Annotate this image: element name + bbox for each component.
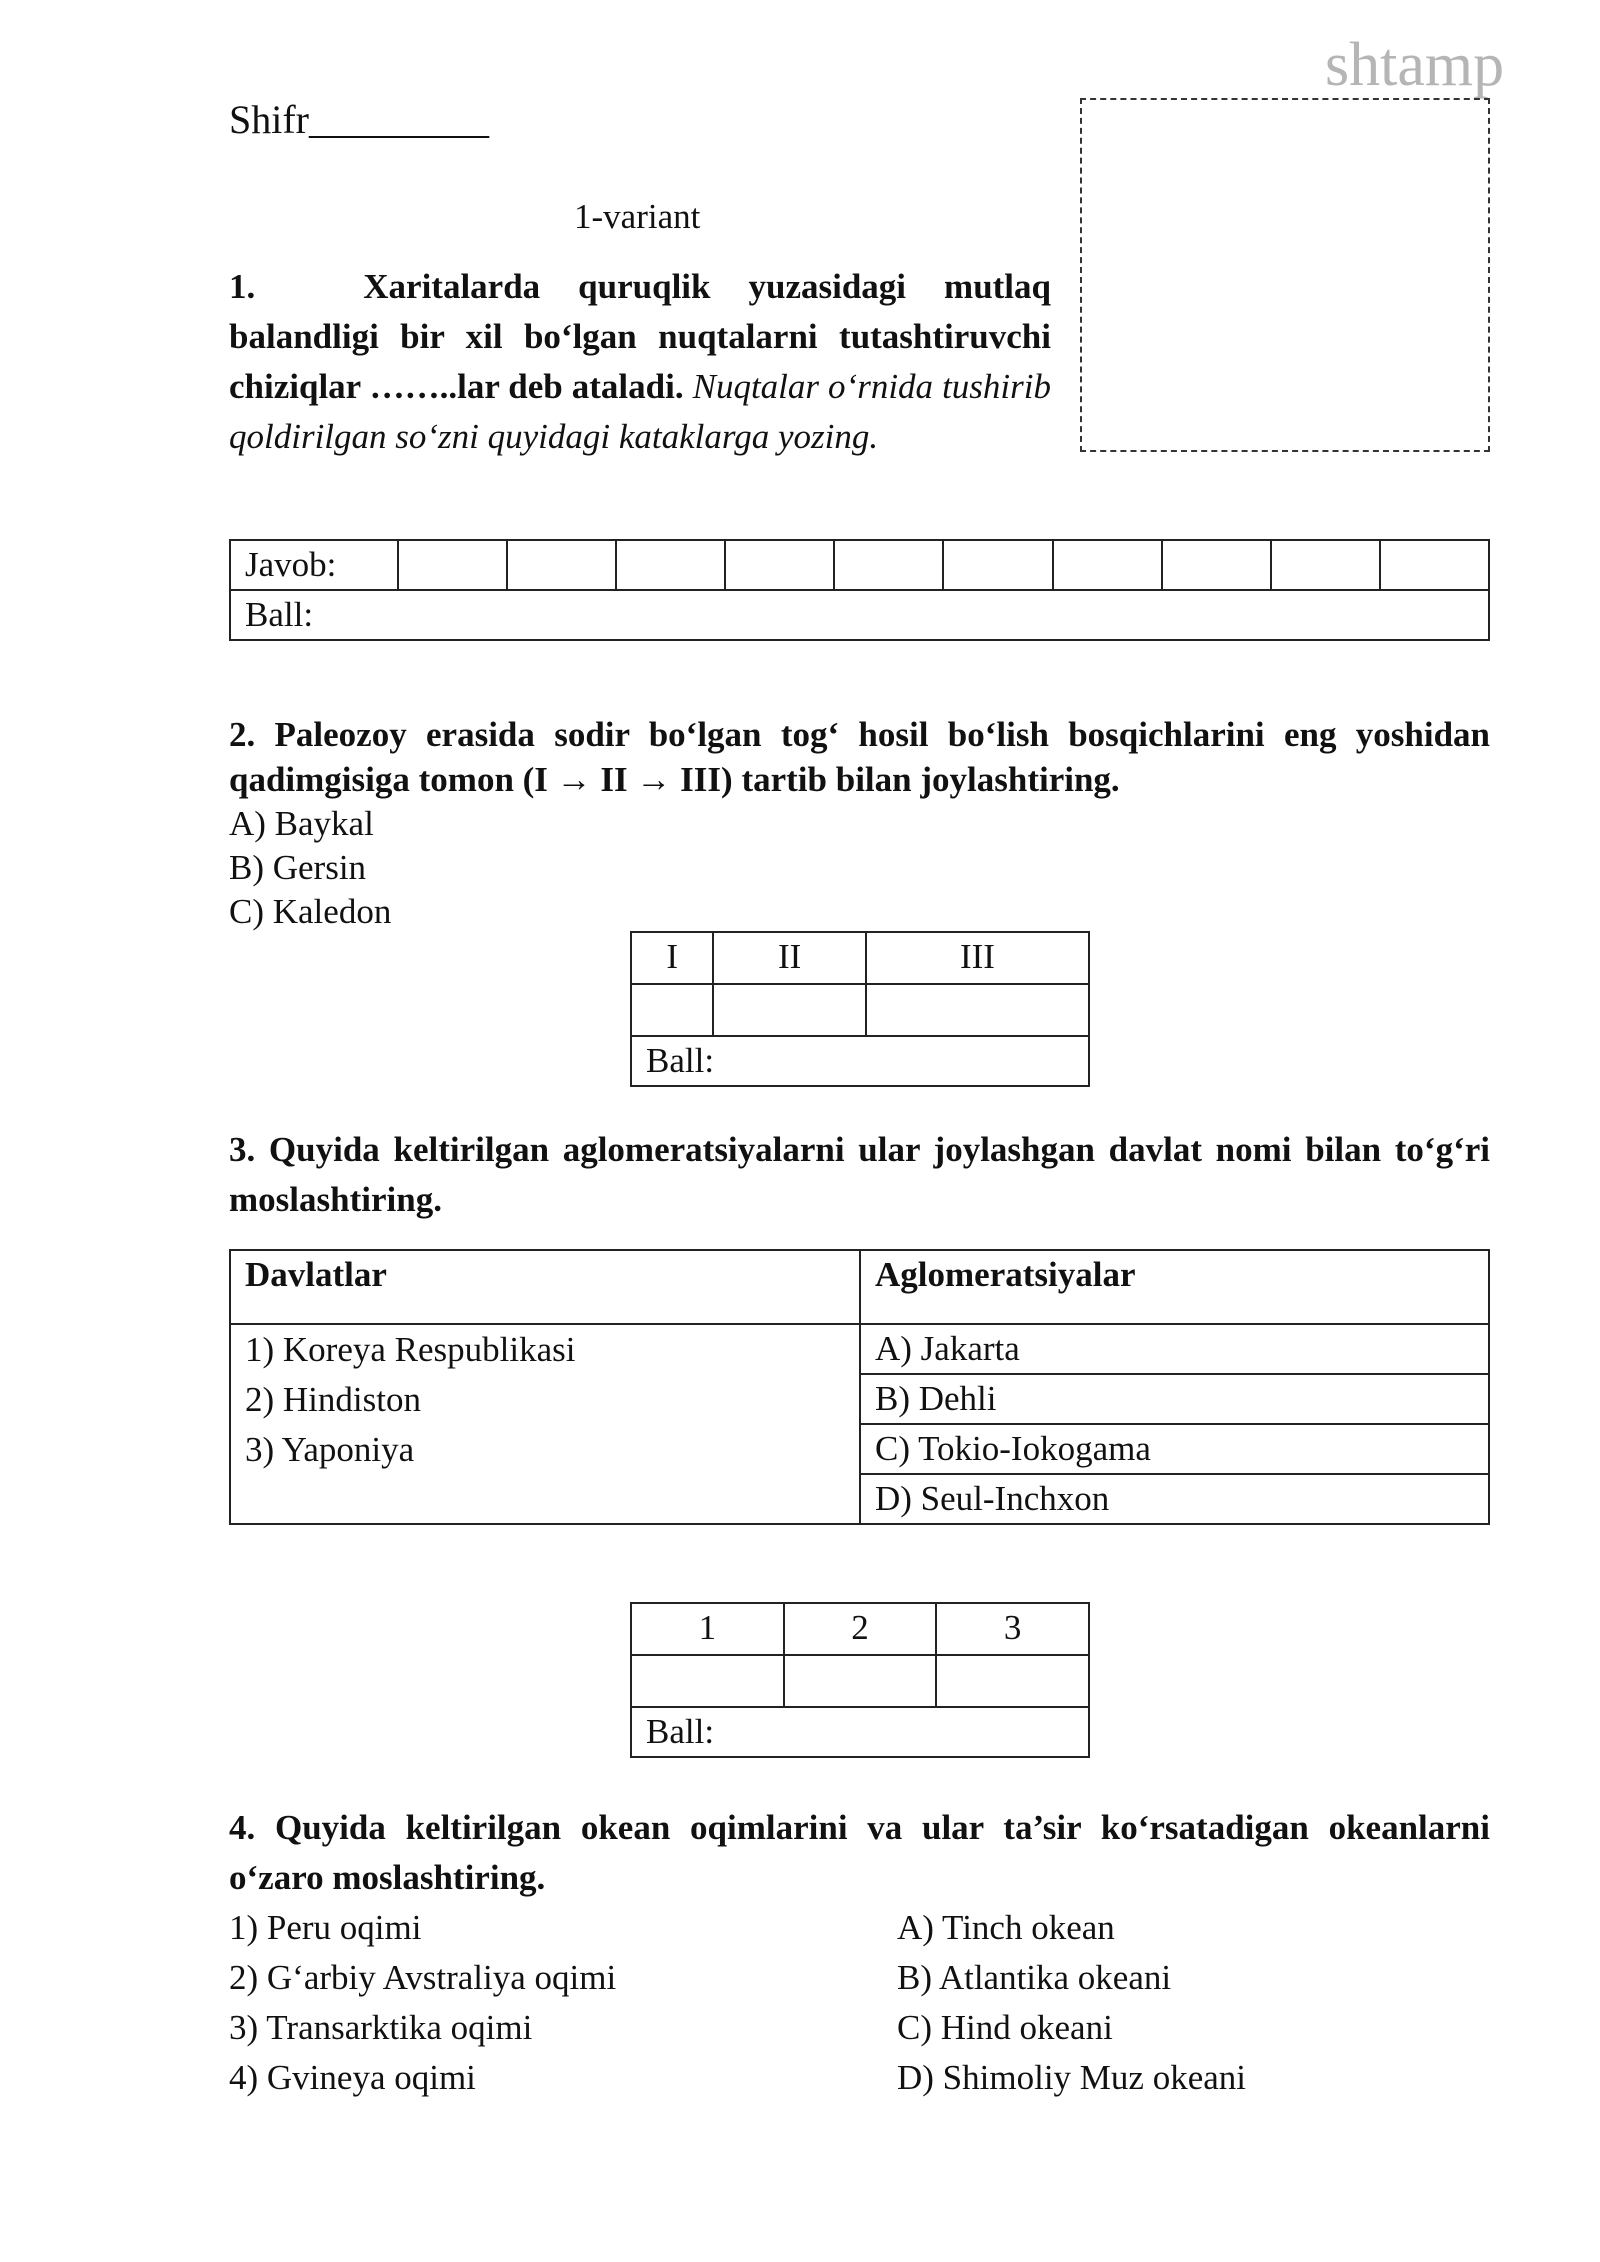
question-1-number: 1.: [229, 267, 256, 306]
q4-ocean: B) Atlantika okeani: [897, 1958, 1172, 1997]
q3-answer-cell[interactable]: [631, 1655, 784, 1707]
answer-cell[interactable]: [1380, 540, 1489, 590]
answer-cell[interactable]: [1053, 540, 1162, 590]
answer-cell[interactable]: [725, 540, 834, 590]
q4-ocean: A) Tinch okean: [897, 1908, 1115, 1947]
ball-cell[interactable]: Ball:: [230, 590, 1489, 640]
q3-ball-cell[interactable]: Ball:: [631, 1707, 1089, 1757]
answer-table-q1: [229, 539, 1490, 641]
q4-current: 3) Transarktika oqimi: [229, 2008, 533, 2047]
question-4-text: 4. Quyida keltirilgan okean oqimlarini va ular ta’sir ko‘rsatadigan okeanlarni o‘zaro moslashtiring.: [229, 1808, 1490, 1897]
matching-table-q3: [229, 1249, 1490, 1525]
answer-cell[interactable]: [1271, 540, 1380, 590]
q2-header-i: I: [631, 932, 713, 984]
q2-header-iii: III: [866, 932, 1089, 984]
shifr-label: Shifr_________: [229, 97, 489, 142]
q4-ocean: D) Shimoliy Muz okeani: [897, 2058, 1246, 2097]
q3-country: 1) Koreya Respublikasi: [245, 1330, 576, 1369]
q4-current: 2) G‘arbiy Avstraliya oqimi: [229, 1958, 617, 1997]
q3-col-agglomerations: Aglomeratsiyalar: [860, 1250, 1489, 1324]
answer-cell[interactable]: [943, 540, 1052, 590]
variant-label: 1-variant: [574, 197, 701, 236]
answer-label: Javob:: [230, 540, 398, 590]
q3-answer-cell[interactable]: [784, 1655, 937, 1707]
question-1-instruction: Nuqtalar o‘rnida tushirib qoldirilgan so‘zni quyidagi kataklarga yozing.: [229, 367, 1051, 456]
q3-agglomeration: A) Jakarta: [860, 1324, 1489, 1374]
q2-ball-cell[interactable]: Ball:: [631, 1036, 1089, 1086]
q3-header-1: 1: [631, 1603, 784, 1655]
q2-option-c: C) Kaledon: [229, 892, 392, 931]
answer-cell[interactable]: [616, 540, 725, 590]
answer-cell[interactable]: [834, 540, 943, 590]
q3-agglomeration: D) Seul-Inchxon: [860, 1474, 1489, 1524]
q2-answer-cell[interactable]: [866, 984, 1089, 1036]
q3-header-3: 3: [936, 1603, 1089, 1655]
q2-option-b: B) Gersin: [229, 848, 367, 887]
answer-cell[interactable]: [507, 540, 616, 590]
q4-current: 1) Peru oqimi: [229, 1908, 422, 1947]
q2-option-a: A) Baykal: [229, 804, 374, 843]
stamp-box: [1080, 98, 1490, 452]
answer-cell[interactable]: [398, 540, 507, 590]
q3-countries-cell: [230, 1324, 860, 1524]
question-1-text: Xaritalarda quruqlik yuzasidagi mutlaq balandligi bir xil bo‘lgan nuqtalarni tutashtiruvchi chiziqlar ……..lar deb ataladi.: [229, 267, 1052, 406]
q4-ocean: C) Hind okeani: [897, 2008, 1113, 2047]
q3-agglomeration: B) Dehli: [860, 1374, 1489, 1424]
question-3-text: 3. Quyida keltirilgan aglomeratsiyalarni ular joylashgan davlat nomi bilan to‘g‘ri moslashtiring.: [229, 1130, 1490, 1219]
q3-agglomeration: C) Tokio-Iokogama: [860, 1424, 1489, 1474]
q3-answer-cell[interactable]: [936, 1655, 1089, 1707]
q2-header-ii: II: [713, 932, 866, 984]
answer-cell[interactable]: [1162, 540, 1271, 590]
q3-country: 2) Hindiston: [245, 1380, 421, 1419]
stamp-watermark: shtamp: [1325, 31, 1505, 99]
answer-table-q2: [630, 931, 1090, 1087]
q4-current: 4) Gvineya oqimi: [229, 2058, 476, 2097]
answer-table-q3: [630, 1602, 1090, 1758]
q2-answer-cell[interactable]: [631, 984, 713, 1036]
q2-answer-cell[interactable]: [713, 984, 866, 1036]
question-2-text: 2. Paleozoy erasida sodir bo‘lgan tog‘ hosil bo‘lish bosqichlarini eng yoshidan qadimgisiga tomon (I → II → III) tartib bilan joylashtiring.: [229, 715, 1490, 799]
q3-header-2: 2: [784, 1603, 937, 1655]
q3-country: 3) Yaponiya: [245, 1430, 415, 1469]
q3-col-countries: Davlatlar: [230, 1250, 860, 1324]
question-1: [229, 262, 1051, 462]
